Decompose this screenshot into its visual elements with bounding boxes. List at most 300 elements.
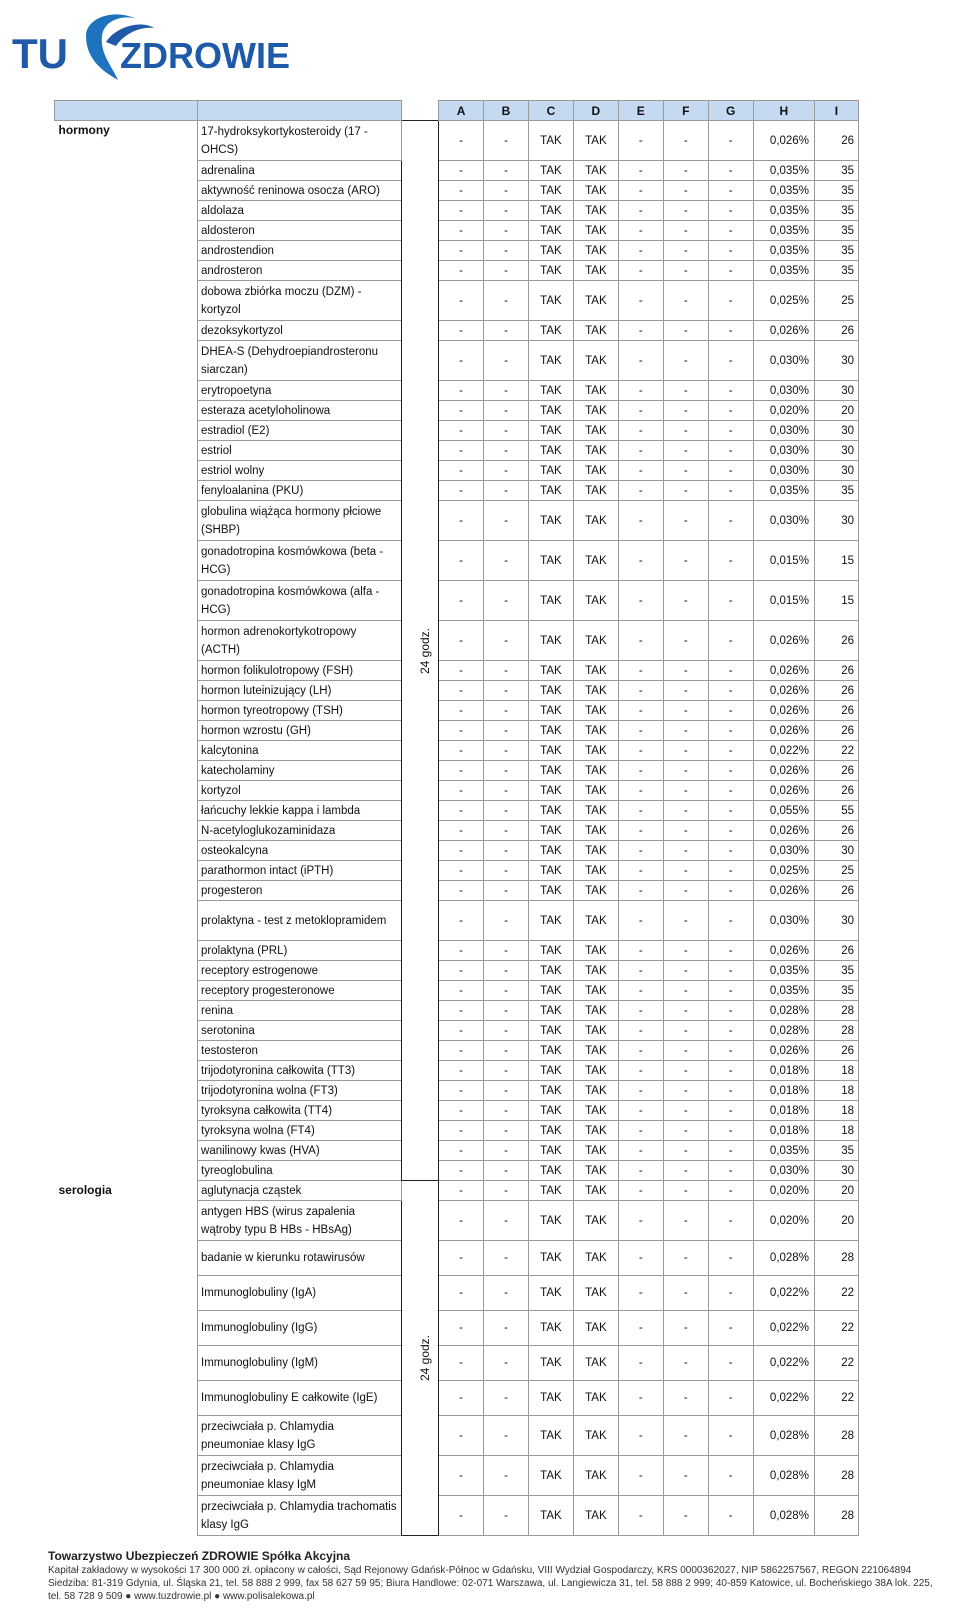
test-name: aldolaza [198,201,402,221]
value-cell: - [484,461,529,481]
value-cell: - [484,221,529,241]
test-name: przeciwciała p. Chlamydia pneumoniae klasy IgG [198,1416,402,1456]
value-cell: - [618,201,663,221]
value-cell: 0,022% [753,1311,814,1346]
value-cell: - [708,241,753,261]
value-cell: TAK [528,1101,573,1121]
value-cell: TAK [573,1496,618,1536]
value-cell: - [484,1001,529,1021]
value-cell: - [439,241,484,261]
value-cell: - [439,1001,484,1021]
test-name: antygen HBS (wirus zapalenia wątroby typu B HBs - HBsAg) [198,1201,402,1241]
value-cell: - [663,1001,708,1021]
value-cell: - [663,461,708,481]
value-cell: - [708,1121,753,1141]
value-cell: - [708,1496,753,1536]
value-cell: - [439,381,484,401]
value-cell: TAK [528,941,573,961]
value-cell: TAK [528,781,573,801]
value-cell: - [484,1161,529,1181]
value-cell: - [663,1496,708,1536]
value-cell: - [663,481,708,501]
value-cell: - [663,1346,708,1381]
value-cell: - [618,221,663,241]
value-cell: 0,026% [753,661,814,681]
value-cell: 0,020% [753,1181,814,1201]
value-cell: TAK [528,621,573,661]
value-cell: - [618,1276,663,1311]
value-cell: TAK [528,1161,573,1181]
value-cell: 0,035% [753,1141,814,1161]
value-cell: - [484,1276,529,1311]
value-cell: - [439,121,484,161]
value-cell: 28 [814,1496,858,1536]
value-cell: - [708,181,753,201]
value-cell: - [663,441,708,461]
value-cell: TAK [528,1381,573,1416]
value-cell: 0,028% [753,1496,814,1536]
value-cell: - [439,1161,484,1181]
value-cell: 26 [814,761,858,781]
value-cell: - [663,881,708,901]
value-cell: TAK [573,861,618,881]
value-cell: - [618,581,663,621]
value-cell: - [439,1201,484,1241]
value-cell: TAK [528,1061,573,1081]
value-cell: - [439,421,484,441]
header-row [55,101,859,121]
value-cell: 0,018% [753,1121,814,1141]
value-cell: 30 [814,441,858,461]
value-cell: TAK [528,341,573,381]
value-cell: TAK [573,321,618,341]
value-cell: - [663,421,708,441]
value-cell: 0,026% [753,1041,814,1061]
value-cell: TAK [573,621,618,661]
value-cell: - [618,941,663,961]
value-cell: 26 [814,941,858,961]
test-name: N-acetyloglukozaminidaza [198,821,402,841]
value-cell: - [663,241,708,261]
value-cell: TAK [528,1141,573,1161]
test-name: tyreoglobulina [198,1161,402,1181]
column-header: E [618,101,663,121]
test-name: hormon tyreotropowy (TSH) [198,701,402,721]
value-cell: - [708,421,753,441]
value-cell: - [618,441,663,461]
value-cell: TAK [573,801,618,821]
value-cell: - [708,161,753,181]
value-cell: - [663,761,708,781]
value-cell: - [663,501,708,541]
value-cell: - [708,261,753,281]
value-cell: - [484,741,529,761]
test-name: hormon wzrostu (GH) [198,721,402,741]
value-cell: 0,028% [753,1241,814,1276]
value-cell: - [439,721,484,741]
value-cell: TAK [573,181,618,201]
value-cell: - [708,681,753,701]
test-name: kalcytonina [198,741,402,761]
test-name: przeciwciała p. Chlamydia pneumoniae klasy IgM [198,1456,402,1496]
value-cell: - [663,861,708,881]
value-cell: - [484,1021,529,1041]
value-cell: 26 [814,701,858,721]
value-cell: TAK [573,401,618,421]
value-cell: TAK [573,661,618,681]
value-cell: - [618,1416,663,1456]
value-cell: - [484,1101,529,1121]
value-cell: 0,022% [753,1346,814,1381]
value-cell: - [708,661,753,681]
value-cell: 18 [814,1101,858,1121]
value-cell: 35 [814,981,858,1001]
value-cell: - [618,461,663,481]
value-cell: - [708,541,753,581]
value-cell: - [663,1061,708,1081]
value-cell: - [618,661,663,681]
value-cell: TAK [573,381,618,401]
value-cell: 0,030% [753,1161,814,1181]
value-cell: 26 [814,881,858,901]
value-cell: - [484,701,529,721]
value-cell: - [618,881,663,901]
value-cell: - [708,1161,753,1181]
value-cell: TAK [573,881,618,901]
value-cell: - [618,401,663,421]
value-cell: - [618,261,663,281]
value-cell: - [484,581,529,621]
value-cell: - [618,1121,663,1141]
value-cell: 0,026% [753,761,814,781]
value-cell: - [484,241,529,261]
value-cell: - [484,1181,529,1201]
test-name: hormon folikulotropowy (FSH) [198,661,402,681]
value-cell: - [618,1346,663,1381]
value-cell: - [663,221,708,241]
value-cell: - [484,1081,529,1101]
table-row [55,121,859,161]
test-name: prolaktyna (PRL) [198,941,402,961]
value-cell: TAK [573,1141,618,1161]
value-cell: - [663,1311,708,1346]
test-name: Immunoglobuliny E całkowite (IgE) [198,1381,402,1416]
value-cell: - [618,1021,663,1041]
value-cell: - [708,841,753,861]
value-cell: - [439,801,484,821]
test-name: badanie w kierunku rotawirusów [198,1241,402,1276]
value-cell: TAK [528,1181,573,1201]
value-cell: - [708,341,753,381]
value-cell: - [439,881,484,901]
value-cell: - [618,621,663,661]
value-cell: TAK [528,881,573,901]
value-cell: 35 [814,161,858,181]
value-cell: - [663,261,708,281]
value-cell: TAK [573,721,618,741]
value-cell: - [439,941,484,961]
value-cell: - [708,201,753,221]
value-cell: 55 [814,801,858,821]
value-cell: - [663,721,708,741]
value-cell: 35 [814,181,858,201]
value-cell: 0,026% [753,681,814,701]
value-cell: 0,026% [753,321,814,341]
value-cell: - [708,1061,753,1081]
value-cell: 18 [814,1061,858,1081]
value-cell: 26 [814,721,858,741]
value-cell: - [484,1456,529,1496]
value-cell: - [484,821,529,841]
value-cell: - [484,801,529,821]
value-cell: TAK [528,221,573,241]
value-cell: 22 [814,1346,858,1381]
footer [48,1549,948,1603]
value-cell: 0,025% [753,861,814,881]
value-cell: - [618,1311,663,1346]
value-cell: - [484,1061,529,1081]
value-cell: - [484,621,529,661]
value-cell: TAK [573,1201,618,1241]
value-cell: TAK [528,441,573,461]
value-cell: 22 [814,1276,858,1311]
value-cell: TAK [528,901,573,941]
hormone-serology-table [54,100,859,1536]
value-cell: - [663,1381,708,1416]
value-cell: 26 [814,681,858,701]
value-cell: - [484,1381,529,1416]
value-cell: - [708,821,753,841]
value-cell: - [708,221,753,241]
value-cell: 35 [814,261,858,281]
value-cell: - [708,381,753,401]
value-cell: TAK [528,1201,573,1241]
value-cell: TAK [528,1496,573,1536]
value-cell: 28 [814,1001,858,1021]
value-cell: TAK [573,1061,618,1081]
value-cell: 0,030% [753,421,814,441]
value-cell: 0,026% [753,121,814,161]
value-cell: - [618,981,663,1001]
footer-line: Kapitał zakładowy w wysokości 17 300 000 zł. opłacony w całości, Sąd Rejonowy Gdańsk-Północ w Gdańsku, VIII Wydział Gospodarczy, KRS 0000362027, NIP 5862257567, REGON 221064894 [48,1565,912,1576]
test-name: estriol wolny [198,461,402,481]
value-cell: - [484,1141,529,1161]
value-cell: TAK [573,701,618,721]
value-cell: - [618,901,663,941]
value-cell: 26 [814,781,858,801]
value-cell: 0,035% [753,201,814,221]
value-cell: - [439,1141,484,1161]
value-cell: 0,035% [753,181,814,201]
value-cell: - [618,381,663,401]
value-cell: - [484,181,529,201]
value-cell: TAK [528,701,573,721]
value-cell: - [439,281,484,321]
value-cell: - [663,981,708,1001]
value-cell: - [708,701,753,721]
value-cell: 30 [814,1161,858,1181]
value-cell: 22 [814,1381,858,1416]
value-cell: - [708,441,753,461]
test-name: trijodotyronina całkowita (TT3) [198,1061,402,1081]
value-cell: 26 [814,621,858,661]
value-cell: 30 [814,381,858,401]
value-cell: - [484,501,529,541]
value-cell: - [618,121,663,161]
value-cell: TAK [573,1021,618,1041]
value-cell: 0,018% [753,1081,814,1101]
value-cell: - [618,741,663,761]
value-cell: - [439,1311,484,1346]
test-name: serotonina [198,1021,402,1041]
value-cell: 0,055% [753,801,814,821]
value-cell: TAK [573,1311,618,1346]
value-cell: - [708,941,753,961]
value-cell: TAK [573,1001,618,1021]
value-cell: 35 [814,201,858,221]
column-header: D [573,101,618,121]
value-cell: 25 [814,861,858,881]
value-cell: 0,035% [753,981,814,1001]
value-cell: TAK [528,381,573,401]
value-cell: - [618,1161,663,1181]
value-cell: TAK [528,501,573,541]
value-cell: 0,030% [753,501,814,541]
value-cell: 30 [814,461,858,481]
value-cell: - [618,1041,663,1061]
value-cell: TAK [573,841,618,861]
value-cell: 0,035% [753,161,814,181]
value-cell: - [484,881,529,901]
value-cell: TAK [528,1001,573,1021]
value-cell: - [663,801,708,821]
value-cell: - [484,121,529,161]
value-cell: - [484,861,529,881]
value-cell: - [663,1161,708,1181]
test-name: estriol [198,441,402,461]
value-cell: - [708,1001,753,1021]
value-cell: TAK [528,461,573,481]
value-cell: TAK [528,401,573,421]
test-name: dezoksykortyzol [198,321,402,341]
value-cell: 28 [814,1416,858,1456]
value-cell: - [618,241,663,261]
value-cell: TAK [573,681,618,701]
value-cell: TAK [573,741,618,761]
column-header: H [753,101,814,121]
test-name: fenyloalanina (PKU) [198,481,402,501]
value-cell: TAK [573,121,618,161]
value-cell: - [708,1081,753,1101]
value-cell: TAK [573,581,618,621]
value-cell: - [484,341,529,381]
value-cell: - [663,961,708,981]
value-cell: - [484,481,529,501]
value-cell: 0,028% [753,1021,814,1041]
value-cell: - [439,761,484,781]
value-cell: TAK [528,1041,573,1061]
value-cell: - [618,821,663,841]
value-cell: - [439,961,484,981]
test-name: hormon luteinizujący (LH) [198,681,402,701]
value-cell: TAK [573,1241,618,1276]
value-cell: - [484,661,529,681]
value-cell: 18 [814,1081,858,1101]
value-cell: TAK [528,1081,573,1101]
test-name: prolaktyna - test z metoklopramidem [198,901,402,941]
value-cell: 0,018% [753,1061,814,1081]
value-cell: - [484,1416,529,1456]
footer-company: Towarzystwo Ubezpieczeń ZDROWIE Spółka Akcyjna [48,1549,351,1563]
value-cell: 35 [814,481,858,501]
value-cell: 0,028% [753,1001,814,1021]
value-cell: TAK [573,341,618,381]
value-cell: - [439,1021,484,1041]
test-name: parathormon intact (iPTH) [198,861,402,881]
footer-line: tel. 58 728 9 509 ● www.tuzdrowie.pl ● www.polisalekowa.pl [48,1591,315,1602]
value-cell: 0,022% [753,1276,814,1311]
value-cell: 26 [814,821,858,841]
value-cell: TAK [528,481,573,501]
value-cell: - [439,501,484,541]
value-cell: - [618,681,663,701]
value-cell: 30 [814,901,858,941]
value-cell: - [663,541,708,581]
test-name: dobowa zbiórka moczu (DZM) - kortyzol [198,281,402,321]
value-cell: TAK [528,741,573,761]
test-name: aldosteron [198,221,402,241]
value-cell: - [663,621,708,661]
value-cell: - [439,741,484,761]
value-cell: - [618,1381,663,1416]
value-cell: - [708,961,753,981]
value-cell: TAK [528,1311,573,1346]
category-cell: serologia [55,1181,198,1536]
value-cell: - [663,901,708,941]
value-cell: TAK [573,941,618,961]
value-cell: 35 [814,1141,858,1161]
value-cell: - [708,501,753,541]
value-cell: - [708,761,753,781]
test-name: renina [198,1001,402,1021]
value-cell: - [708,1181,753,1201]
value-cell: 0,035% [753,961,814,981]
value-cell: - [708,1276,753,1311]
value-cell: 35 [814,221,858,241]
test-name: DHEA-S (Dehydroepiandrosteronu siarczan) [198,341,402,381]
value-cell: 0,030% [753,381,814,401]
value-cell: TAK [528,281,573,321]
value-cell: - [484,761,529,781]
value-cell: - [484,401,529,421]
value-cell: - [439,901,484,941]
column-header: B [484,101,529,121]
value-cell: - [663,681,708,701]
value-cell: 15 [814,541,858,581]
value-cell: - [484,381,529,401]
value-cell: - [484,961,529,981]
value-cell: TAK [573,761,618,781]
turnaround-label: 24 godz. [418,1334,433,1382]
value-cell: - [484,941,529,961]
value-cell: - [708,881,753,901]
value-cell: - [618,801,663,821]
value-cell: - [618,1496,663,1536]
value-cell: - [663,121,708,161]
value-cell: - [439,541,484,581]
value-cell: TAK [528,721,573,741]
test-name: wanilinowy kwas (HVA) [198,1141,402,1161]
